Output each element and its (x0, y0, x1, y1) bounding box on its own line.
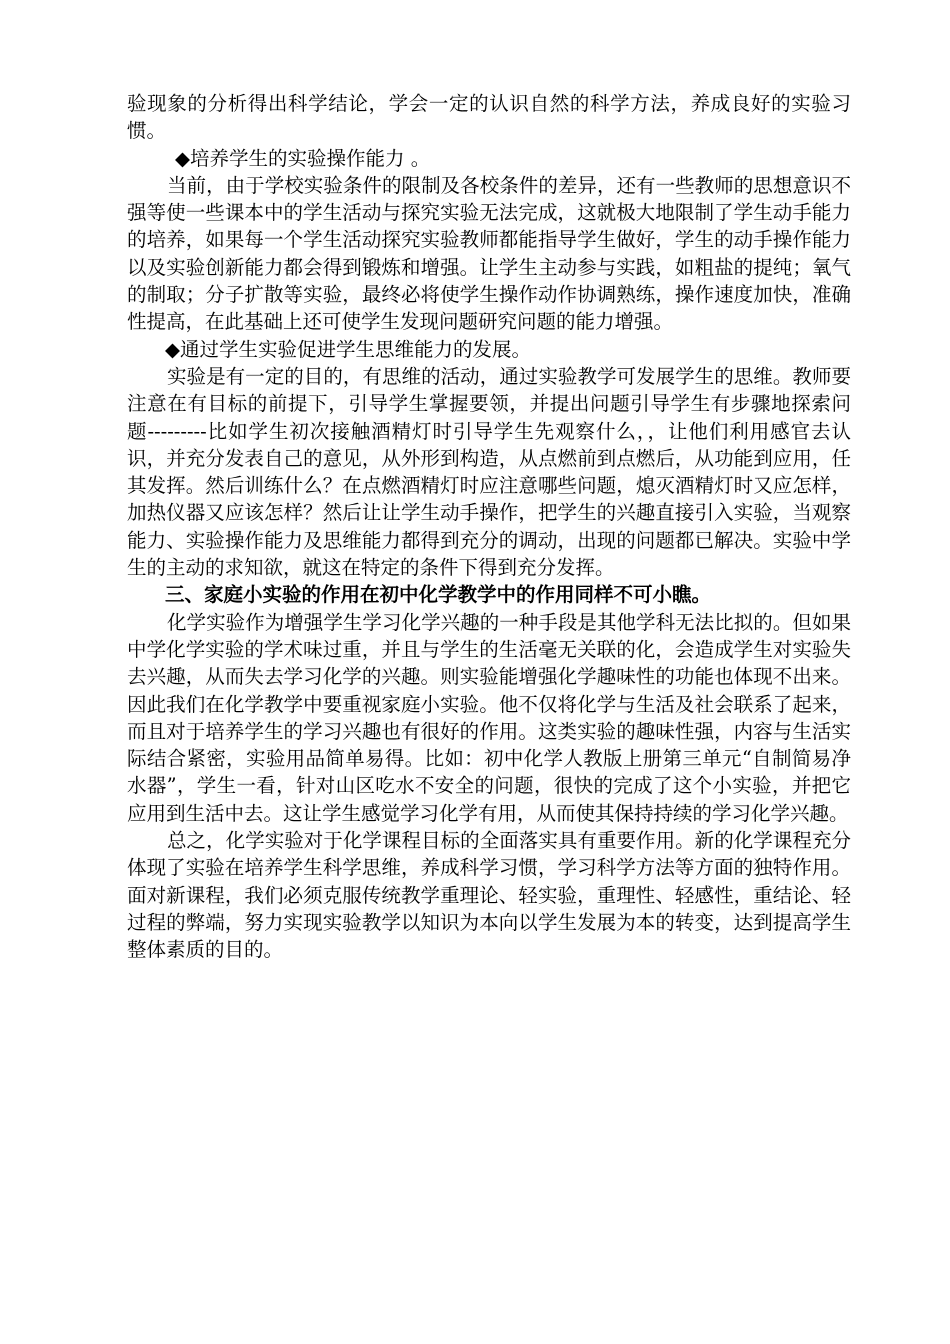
paragraph-home-experiments: 化学实验作为增强学生学习化学兴趣的一种手段是其他学科无法比拟的。但如果中学化学实验的学术味过重，并且与学生的生活毫无关联的化，会造成学生对实验失去兴趣，从而失去学习化学的兴趣。则实验能增强化学趣味性的功能也体现不出来。因此我们在化学教学中要重视家庭小实验。他不仅将化学与生活及社会联系了起来，而且对于培养学生的学习兴趣也有很好的作用。这类实验的趣味性强，内容与生活实际结合紧密，实验用品简单易得。比如：初中化学人教版上册第三单元“自制简易净水器”，学生一看，针对山区吃水不安全的问题，很快的完成了这个小实验，并把它应用到生活中去。这让学生感觉学习化学有用，从而使其保持持续的学习化学兴趣。 (127, 610, 851, 825)
paragraph-intro-continuation: 验现象的分析得出科学结论，学会一定的认识自然的科学方法，养成良好的实验习惯。 (127, 92, 851, 143)
bullet-heading-operation-ability: ◆培养学生的实验操作能力 。 (175, 146, 431, 170)
paragraph-operation-ability: 当前，由于学校实验条件的限制及各校条件的差异，还有一些教师的思想意识不强等使一些课本中的学生活动与探究实验无法完成，这就极大地限制了学生动手能力的培养，如果每一个学生活动探究实验教师都能指导学生做好，学生的动手操作能力以及实验创新能力都会得到锻炼和增强。让学生主动参与实践，如粗盐的提纯；氧气的制取；分子扩散等实验，最终必将使学生操作动作协调熟练，操作速度加快，准确性提高，在此基础上还可使学生发现问题研究问题的能力增强。 (127, 173, 851, 334)
bullet-heading-thinking-ability: ◆通过学生实验促进学生思维能力的发展。 (165, 337, 531, 361)
paragraph-thinking-ability: 实验是有一定的目的，有思维的活动，通过实验教学可发展学生的思维。教师要注意在有目标的前提下，引导学生掌握要领，并提出问题引导学生有步骤地探索问题---------比如学生初次接触酒精灯时引导学生先观察什么，，让他们利用感官去认识，并充分发表自己的意见，从外形到构造，从点燃前到点燃后，从功能到应用，任其发挥。然后训练什么？在点燃酒精灯时应注意哪些问题，熄灭酒精灯时又应怎样，加热仪器又应该怎样？然后让让学生动手操作，把学生的兴趣直接引入实验，当观察能力、实验操作能力及思维能力都得到充分的调动，出现的问题都已解决。实验中学生的主动的求知欲，就这在特定的条件下得到充分发挥。 (127, 364, 851, 580)
paragraph-conclusion: 总之，化学实验对于化学课程目标的全面落实具有重要作用。新的化学课程充分体现了实验在培养学生科学思维，养成科学习惯，学习科学方法等方面的独特作用。面对新课程，我们必须克服传统教学重理论、轻实验，重理性、轻感性，重结论、轻过程的弊端，努力实现实验教学以知识为本向以学生发展为本的转变，达到提高学生整体素质的目的。 (127, 829, 851, 962)
section-heading-home-experiments: 三、家庭小实验的作用在初中化学教学中的作用同样不可小瞧。 (165, 583, 712, 607)
document-page (127, 90, 851, 964)
